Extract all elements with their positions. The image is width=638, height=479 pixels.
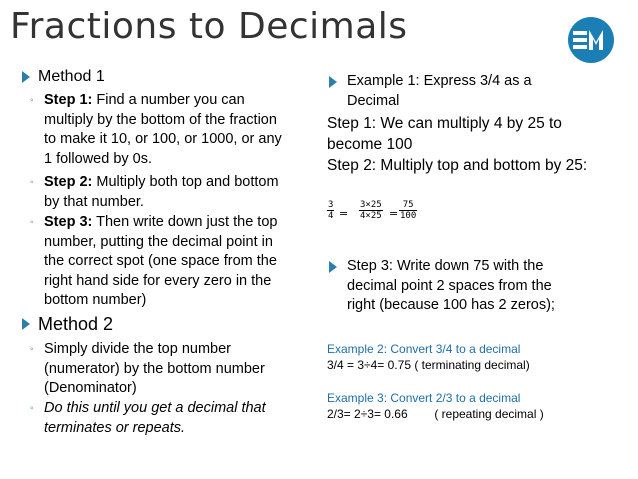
- circle-bullet-icon: ◦: [30, 95, 34, 106]
- circle-bullet-icon: ◦: [30, 177, 34, 188]
- bullet-arrow-icon: [22, 71, 30, 83]
- bullet-arrow-icon: [22, 318, 30, 330]
- method2-bullet2: Do this until you get a decimal that terminates or repeats.: [44, 400, 266, 436]
- bullet-arrow-icon: [329, 76, 337, 88]
- method1-heading: Method 1: [38, 68, 105, 85]
- circle-bullet-icon: ◦: [30, 217, 34, 228]
- step1-text: Step 1: Find a number you can multiply by the bottom of the fraction to make it 10, or 100, or 1000, or any 1 followed by 0s.: [44, 92, 282, 167]
- example1-step1: Step 1: We can multiply 4 by 25 to become 100: [327, 115, 562, 153]
- example2: Example 2: Convert 3/4 to a decimal 3/4 = 3÷4= 0.75 ( terminating decimal): [327, 342, 530, 372]
- em-logo-icon: [567, 16, 615, 64]
- example1-step3: Step 3: Write down 75 with the decimal point 2 spaces from the right (because 100 has 2 zeros);: [347, 258, 555, 313]
- circle-bullet-icon: ◦: [30, 403, 34, 414]
- page-title: Fractions to Decimals: [10, 6, 408, 47]
- step2-text: Step 2: Multiply both top and bottom by that number.: [44, 174, 279, 210]
- bullet-arrow-icon: [329, 261, 337, 273]
- equals-sign: =: [389, 207, 399, 220]
- fraction-3x25-4x25: $\frac{3\times 25}{4\times 25}$: [360, 200, 382, 221]
- fraction-75-100: $\frac{75}{100}$: [400, 200, 417, 221]
- method2-heading: Method 2: [38, 314, 114, 334]
- step3-text: Step 3: Then write down just the top number, putting the decimal point in the correct spot (one space from the right hand side for every zero in the bottom number): [44, 214, 278, 308]
- example3: Example 3: Convert 2/3 to a decimal 2/3= 2÷3= 0.66 ( repeating decimal ): [327, 391, 544, 421]
- example1-heading: Example 1: Express 3/4 as a Decimal: [347, 73, 532, 109]
- equals-sign: =: [339, 207, 349, 220]
- circle-bullet-icon: ◦: [30, 344, 34, 355]
- example1-step2: Step 2: Multiply top and bottom by 25:: [327, 157, 588, 174]
- method2-bullet1: Simply divide the top number (numerator) by the bottom number (Denominator): [44, 341, 265, 396]
- fraction-3-4: $\frac{3}{4}$: [328, 200, 334, 221]
